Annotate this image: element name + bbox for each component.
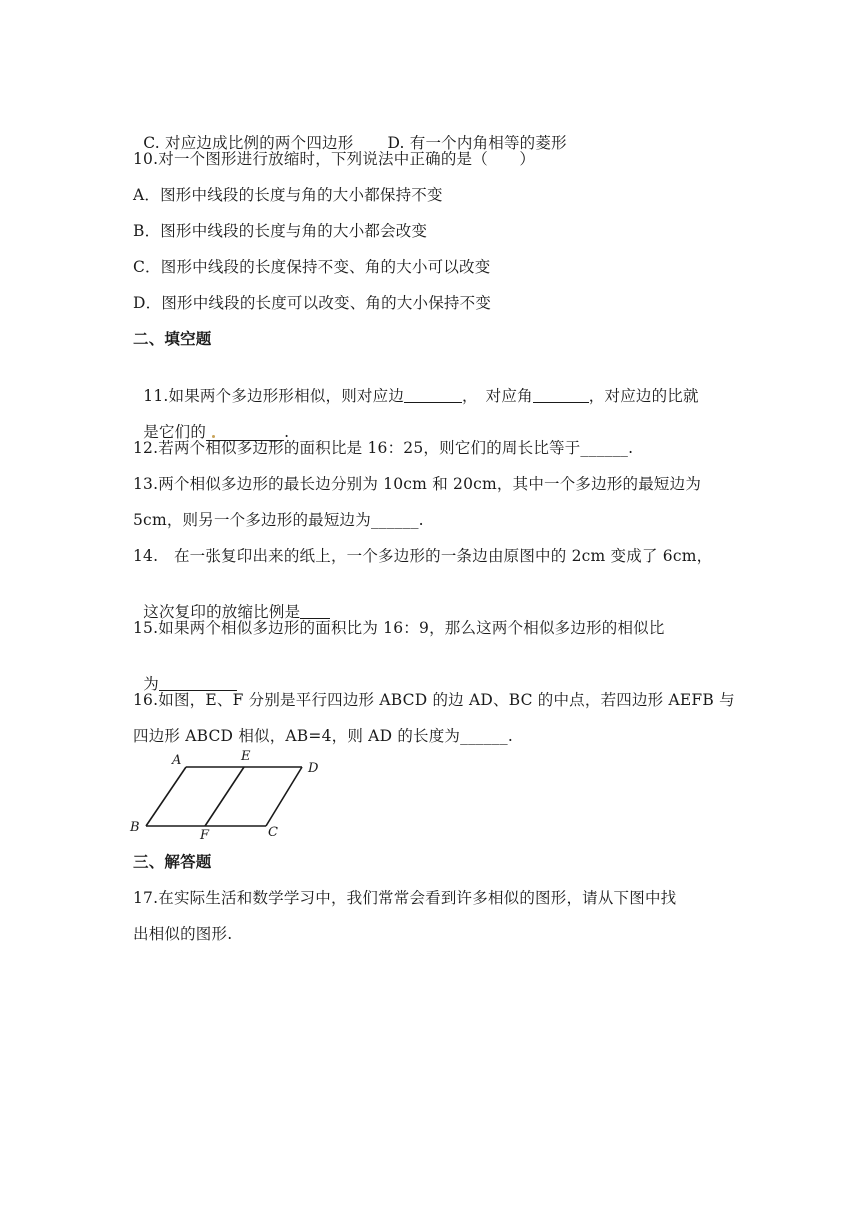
q11-text-3: ，对应边的比就 <box>588 387 699 405</box>
q9-options-line <box>133 113 567 153</box>
label-b: B <box>130 820 140 835</box>
segment-ef <box>205 767 244 826</box>
q11-line1 <box>133 366 699 406</box>
q10-stem: 10.对一个图形进行放缩时，下列说法中正确的是（ ） <box>133 150 536 168</box>
q10-option-b: B．图形中线段的长度与角的大小都会改变 <box>133 222 428 240</box>
q13-line1: 13.两个相似多边形的最长边分别为 10cm 和 20cm，其中一个多边形的最短边为 <box>133 475 702 493</box>
q11-text-4: 是它们的 <box>143 423 207 441</box>
q11-text-5: . <box>284 423 290 441</box>
q15-text: 为 <box>143 675 159 693</box>
q10-option-c: C．图形中线段的长度保持不变、角的大小可以改变 <box>133 258 491 276</box>
q9-option-d: D. 有一个内角相等的菱形 <box>387 134 567 152</box>
q17-line1: 17.在实际生活和数学学习中，我们常常会看到许多相似的图形，请从下图中找 <box>133 889 677 907</box>
q10-option-a: A．图形中线段的长度与角的大小都保持不变 <box>133 186 443 204</box>
q14-blank <box>300 602 330 619</box>
q11-blank-2 <box>533 386 589 403</box>
q10-option-d: D．图形中线段的长度可以改变、角的大小保持不变 <box>133 294 492 312</box>
q13-line2: 5cm，则另一个多边形的最短边为______. <box>133 511 424 529</box>
parallelogram-figure <box>128 748 328 840</box>
edge-dc <box>266 767 302 826</box>
label-a: A <box>172 753 182 768</box>
q11-line2 <box>133 402 289 442</box>
q15-line1: 15.如果两个相似多边形的面积比为 16：9，那么这两个相似多边形的相似比 <box>133 619 665 637</box>
label-c: C <box>268 825 278 840</box>
label-d: D <box>308 761 319 776</box>
q14-line1: 14. 在一张复印出来的纸上，一个多边形的一条边由原图中的 2cm 变成了 6cm， <box>133 547 713 565</box>
q17-line2: 出相似的图形. <box>133 925 233 943</box>
section-heading-solutions: 三、解答题 <box>133 853 212 871</box>
edge-ab <box>146 767 186 826</box>
q15-blank <box>159 674 237 691</box>
label-e: E <box>241 749 251 764</box>
q11-text-1: 11.如果两个多边形形相似，则对应边 <box>143 387 405 405</box>
section-heading-fill-in: 二、填空题 <box>133 330 212 348</box>
q14-text: 这次复印的放缩比例是 <box>143 603 301 621</box>
q11-text-2: ， 对应角 <box>462 387 533 405</box>
q11-blank-1 <box>404 386 462 403</box>
q16-line1: 16.如图，E、F 分别是平行四边形 ABCD 的边 AD、BC 的中点，若四边形 AEFB 与 <box>133 691 735 709</box>
q12-text: 12.若两个相似多边形的面积比是 16：25，则它们的周长比等于______. <box>133 439 634 457</box>
label-f: F <box>200 828 210 840</box>
q15-line2 <box>133 654 237 694</box>
q14-line2 <box>133 582 330 622</box>
q9-option-c: C. 对应边成比例的两个四边形 <box>143 134 354 152</box>
q16-line2: 四边形 ABCD 相似，AB=4，则 AD 的长度为______. <box>133 727 513 745</box>
